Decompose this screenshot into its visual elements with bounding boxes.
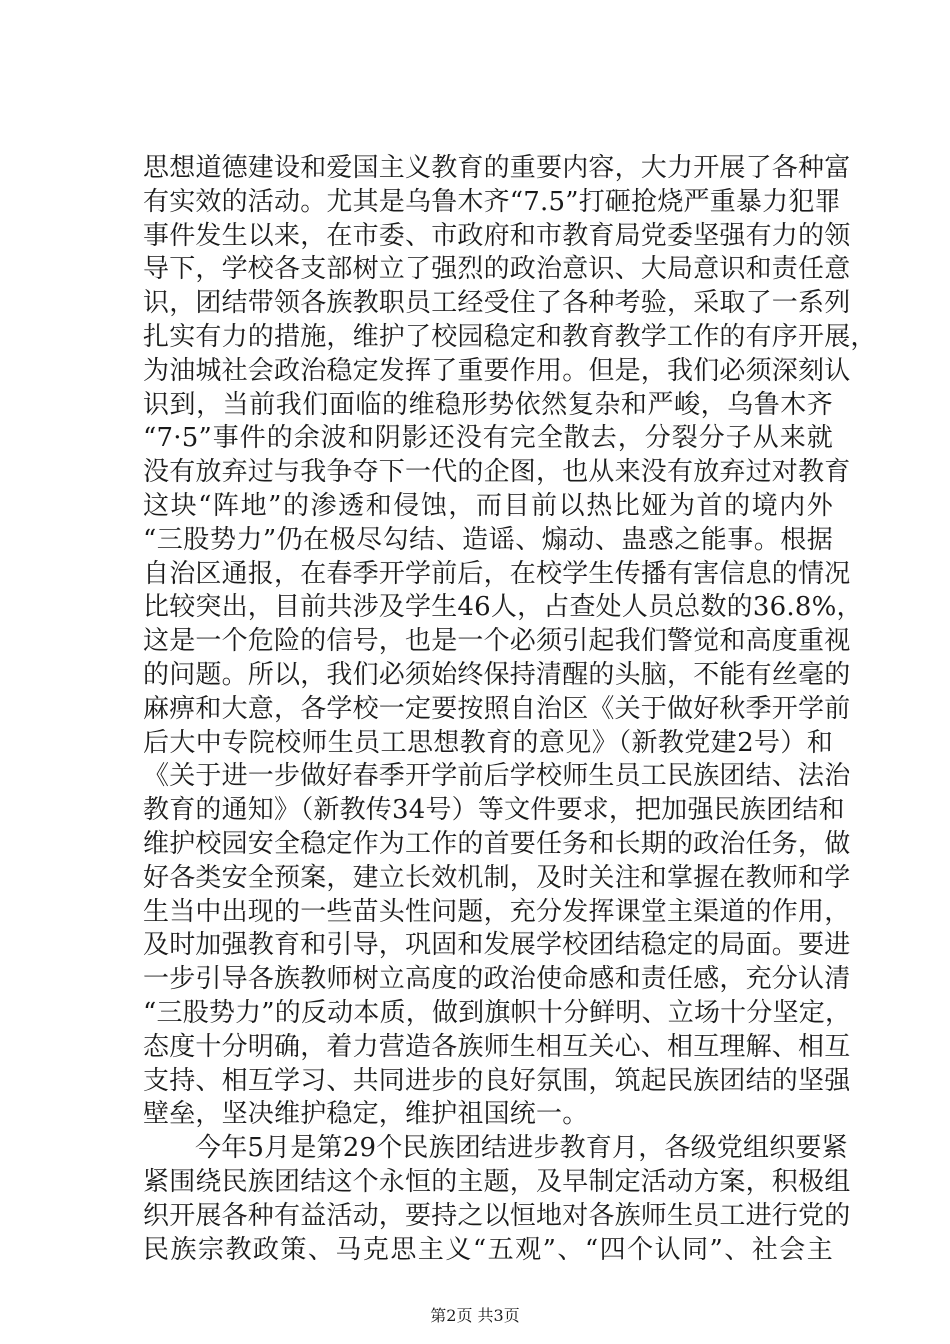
text-line: 这是一个危险的信号，也是一个必须引起我们警觉和高度重视: [143, 626, 851, 657]
text-line: 《关于进一步做好春季开学前后学校师生员工民族团结、法治: [143, 761, 851, 792]
text-line: “7·5”事件的余波和阴影还没有完全散去，分裂分子从来就: [143, 423, 833, 454]
text-line: “三股势力”仍在极尽勾结、造谣、煽动、蛊惑之能事。根据: [143, 524, 833, 555]
text-line: 今年5月是第29个民族团结进步教育月，各级党组织要紧: [195, 1133, 848, 1164]
text-line: 后大中专院校师生员工思想教育的意见》（新教党建2号）和: [143, 727, 833, 758]
text-line: 扎实有力的措施，维护了校园稳定和教育教学工作的有序开展，: [143, 321, 877, 352]
text-line: 识，团结带领各族教职员工经受住了各种考验，采取了一系列: [143, 288, 851, 319]
text-line: 教育的通知》（新教传34号）等文件要求，把加强民族团结和: [143, 795, 845, 826]
text-line: 支持、相互学习、共同进步的良好氛围，筑起民族团结的坚强: [143, 1065, 851, 1096]
body-text: [143, 152, 877, 1267]
text-line: 有实效的活动。尤其是乌鲁木齐“7.5”打砸抢烧严重暴力犯罪: [143, 186, 841, 217]
text-line: 思想道德建设和爱国主义教育的重要内容，大力开展了各种富: [143, 153, 851, 183]
text-line: 维护校园安全稳定作为工作的首要任务和长期的政治任务，做: [143, 828, 851, 859]
text-line: 这块“阵地”的渗透和侵蚀，而目前以热比娅为首的境内外: [143, 490, 833, 521]
text-line: 一步引导各族教师树立高度的政治使命感和责任感，充分认清: [143, 964, 851, 995]
text-line: 态度十分明确，着力营造各族师生相互关心、相互理解、相互: [143, 1031, 851, 1062]
text-line: 及时加强教育和引导，巩固和发展学校团结稳定的局面。要进: [143, 930, 851, 961]
text-line: 事件发生以来，在市委、市政府和市教育局党委坚强有力的领: [143, 220, 851, 251]
text-line: 为油城社会政治稳定发挥了重要作用。但是，我们必须深刻认: [143, 355, 851, 386]
text-line: 壁垒，坚决维护稳定，维护祖国统一。: [143, 1099, 589, 1130]
page-footer: [0, 1303, 950, 1326]
page-number: 第2页 共3页: [430, 1306, 520, 1325]
text-line: 比较突出，目前共涉及学生46人，占查处人员总数的36.8%，: [143, 592, 863, 623]
text-line: 识到，当前我们面临的维稳形势依然复杂和严峻，乌鲁木齐: [143, 389, 833, 420]
text-line: 好各类安全预案，建立长效机制，及时关注和掌握在教师和学: [143, 862, 851, 893]
text-line: 织开展各种有益活动，要持之以恒地对各族师生员工进行党的: [143, 1200, 851, 1231]
text-line: 的问题。所以，我们必须始终保持清醒的头脑，不能有丝毫的: [143, 659, 851, 690]
text-line: 民族宗教政策、马克思主义“五观”、“四个认同”、社会主: [143, 1234, 833, 1265]
paragraph-1: [143, 152, 877, 1132]
text-line: 麻痹和大意，各学校一定要按照自治区《关于做好秋季开学前: [143, 693, 851, 724]
text-line: 生当中出现的一些苗头性问题，充分发挥课堂主渠道的作用，: [143, 896, 851, 927]
text-line: “三股势力”的反动本质，做到旗帜十分鲜明、立场十分坚定，: [143, 997, 852, 1028]
text-line: 导下，学校各支部树立了强烈的政治意识、大局意识和责任意: [143, 254, 851, 285]
text-line: 紧围绕民族团结这个永恒的主题，及早制定活动方案，积极组: [143, 1166, 851, 1197]
text-line: 自治区通报，在春季开学前后，在校学生传播有害信息的情况: [143, 558, 851, 589]
paragraph-2: [143, 1132, 851, 1267]
text-line: 没有放弃过与我争夺下一代的企图，也从来没有放弃过对教育: [143, 457, 851, 488]
